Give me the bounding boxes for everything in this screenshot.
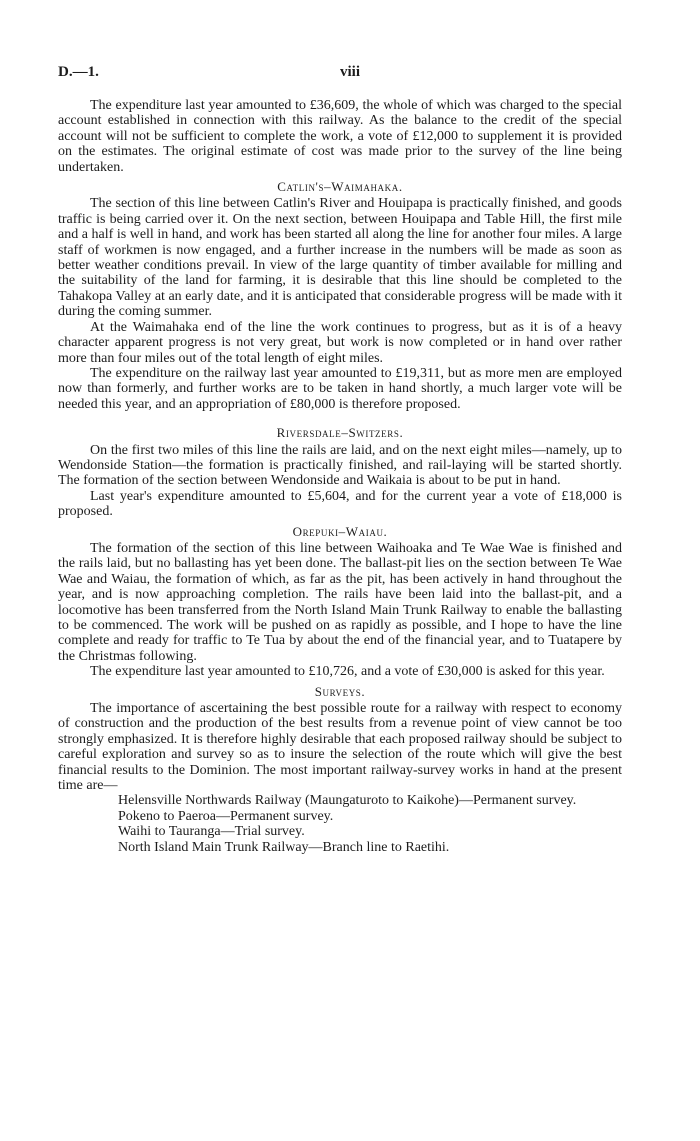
list-item: Helensville Northwards Railway (Maungaturoto to Kaikohe)—Permanent survey. — [118, 793, 577, 809]
survey-works-list — [58, 793, 622, 855]
catlins-paragraph: The expenditure on the railway last year amounted to £19,311, but as more men are employed now than formerly, and further works are to be taken in hand shortly, a much larger vote will be needed this year, and an appropriation of £80,000 is therefore proposed. — [58, 365, 622, 412]
intro-paragraph: The expenditure last year amounted to £36,609, the whole of which was charged to the special account established in connection with this railway. As the balance to the credit of the special account will not be sufficient to complete the work, a vote of £12,000 to supplement it is provided on the estimates. The original estimate of cost was made prior to the survey of the line being undertaken. — [58, 98, 622, 175]
catlins-paragraph: At the Waimahaka end of the line the work continues to progress, but as it is of a heavy character apparent progress is not very great, but work is now completed or in hand over rather more than four miles out of the total length of eight miles. — [58, 319, 622, 366]
section-heading-riversdale-switzers: Riversdale–Switzers. — [276, 425, 404, 441]
section-heading-catlins-waimahaka: Catlin's–Waimahaka. — [277, 179, 403, 195]
section-heading-orepuki-waiau: Orepuki–Waiau. — [292, 523, 388, 539]
list-item: Pokeno to Paeroa—Permanent survey. — [118, 808, 334, 824]
document-body — [58, 98, 622, 855]
riversdale-paragraph: On the first two miles of this line the rails are laid, and on the next eight miles—namely, up to Wendonside Station—the formation is practically finished, and rail-laying will be started shortly. The formation of the section between Wendonside and Waikaia is about to be put in hand. — [58, 442, 622, 489]
orepuki-paragraph: The expenditure last year amounted to £10,726, and a vote of £30,000 is asked for this year. — [90, 664, 605, 680]
list-item: North Island Main Trunk Railway—Branch line to Raetihi. — [118, 839, 450, 855]
document-reference: D.—1. — [58, 64, 99, 80]
page-header — [58, 64, 642, 86]
list-item: Waihi to Tauranga—Trial survey. — [118, 824, 305, 840]
page-number: viii — [339, 64, 360, 80]
orepuki-paragraph: The formation of the section of this line between Waihoaka and Te Wae Wae is finished and the rails laid, but no ballasting has yet been done. The ballast-pit lies on the section between Te Wae Wae and Waiau, the formation of which, as far as the pit, has been actively in hand throughout the year, and is now approaching completion. The rails have been laid into the ballast-pit, and a locomotive has been transferred from the North Island Main Trunk Railway to enable the ballasting to be commenced. The work will be pushed on as rapidly as possible, and I hope to have the line complete and ready for traffic to Te Tua by about the end of the financial year, and to Tuatapere by the Christmas following. — [58, 540, 622, 664]
surveys-paragraph: The importance of ascertaining the best possible route for a railway with respect to economy of construction and the production of the best results from a revenue point of view cannot be too strongly emphasized. It is therefore highly desirable that each proposed railway should be subject to careful exploration and survey so as to insure the selection of the route which will give the best financial results to the Dominion. The most important railway-survey works in hand at the present time are— — [58, 701, 622, 794]
section-heading-surveys: Surveys. — [314, 683, 366, 699]
riversdale-paragraph: Last year's expenditure amounted to £5,604, and for the current year a vote of £18,000 is proposed. — [58, 488, 622, 520]
catlins-paragraph: The section of this line between Catlin's River and Houipapa is practically finished, and goods traffic is being carried over it. On the next section, between Houipapa and Table Hill, the first mile and a half is well in hand, and work has been started all along the line for another four miles. A large staff of workmen is now engaged, and a further increase in the numbers will be made as soon as better weather conditions prevail. In view of the large quantity of timber available for milling and the suitability of the land for farming, it is desirable that this line should be completed to the Tahakopa Valley at an early date, and it is anticipated that considerable progress will be made with it during the coming summer. — [58, 196, 622, 320]
